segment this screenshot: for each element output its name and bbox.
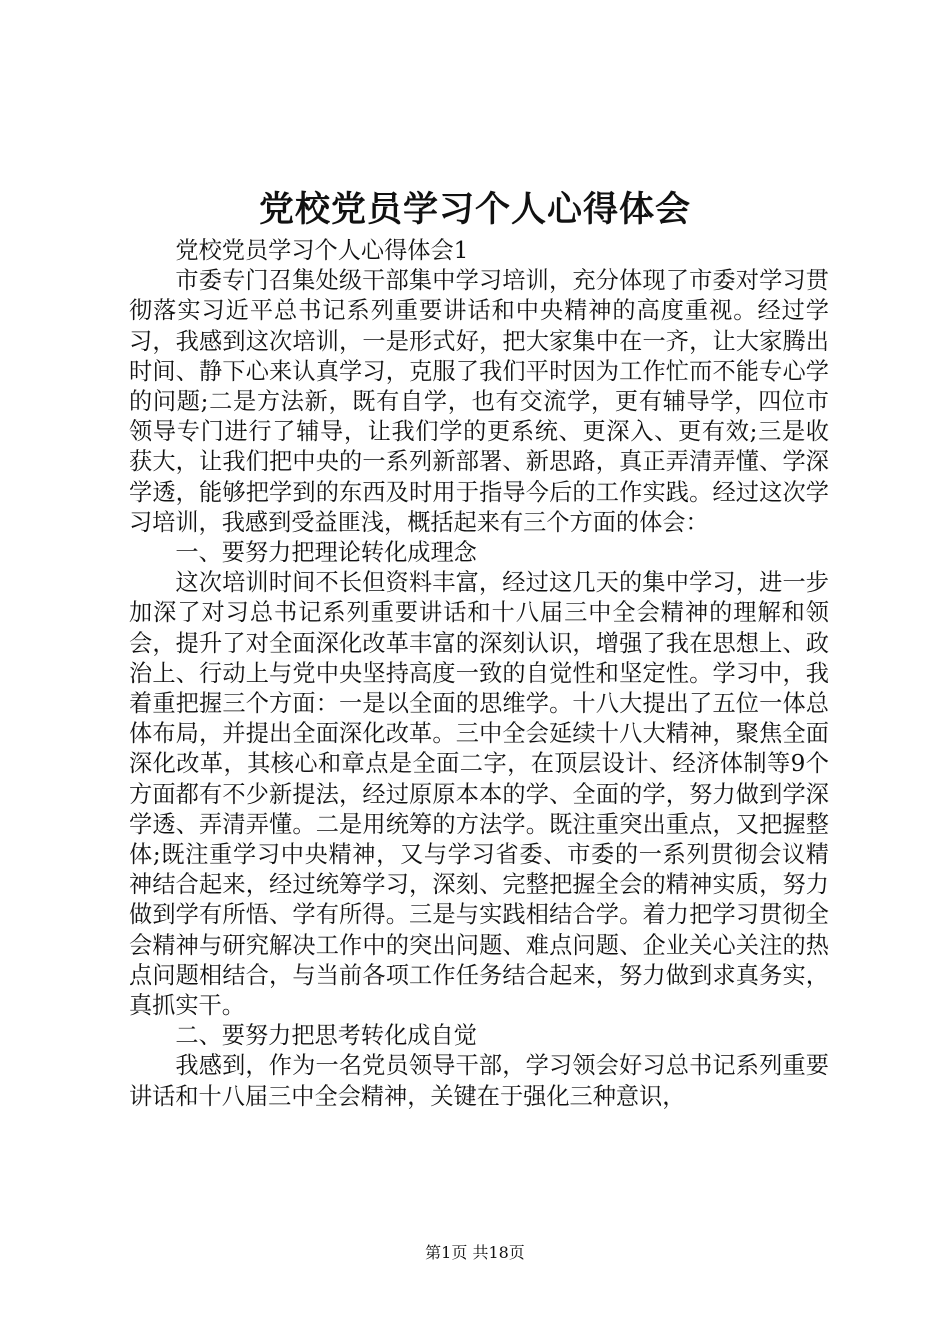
- page-footer: 第1页 共18页: [425, 1243, 525, 1262]
- body-paragraph: 市委专门召集处级干部集中学习培训，充分体现了市委对学习贯彻落实习近平总书记系列重要讲话和中央精神的高度重视。经过学习，我感到这次培训，一是形式好，把大家集中在一齐，让大家腾出时间、静下心来认真学习，克服了我们平时因为工作忙而不能专心学的问题;二是方法新，既有自学，也有交流学，更有辅导学，四位市领导专门进行了辅导，让我们学的更系统、更深入、更有效;三是收获大，让我们把中央的一系列新部署、新思路，真正弄清弄懂、学深学透，能够把学到的东西及时用于指导今后的工作实践。经过这次学习培训，我感到受益匪浅，概括起来有三个方面的体会：: [129, 267, 829, 536]
- document-body: [129, 236, 829, 1112]
- body-paragraph: 我感到，作为一名党员领导干部，学习领会好习总书记系列重要讲话和十八届三中全会精神，关键在于强化三种意识，: [129, 1052, 829, 1110]
- body-paragraph: 这次培训时间不长但资料丰富，经过这几天的集中学习，进一步加深了对习总书记系列重要讲话和十八届三中全会精神的理解和领会，提升了对全面深化改革丰富的深刻认识，增强了我在思想上、政治上、行动上与党中央坚持高度一致的自觉性和坚定性。学习中，我着重把握三个方面：一是以全面的思维学。十八大提出了五位一体总体布局，并提出全面深化改革。三中全会延续十八大精神，聚焦全面深化改革，其核心和章点是全面二字，在顶层设计、经济体制等9个方面都有不少新提法，经过原原本本的学、全面的学，努力做到学深学透、弄清弄懂。二是用统筹的方法学。既注重突出重点，又把握整体;既注重学习中央精神，又与学习省委、市委的一系列贯彻会议精神结合起来，经过统筹学习，深刻、完整把握全会的精神实质，努力做到学有所悟、学有所得。三是与实践相结合学。着力把学习贯彻全会精神与研究解决工作中的突出问题、难点问题、企业关心关注的热点问题相结合，与当前各项工作任务结合起来，努力做到求真务实，真抓实干。: [129, 569, 829, 1020]
- section-heading: 二、要努力把思考转化成自觉: [175, 1022, 477, 1050]
- section-heading: 党校党员学习个人心得体会1: [175, 237, 469, 264]
- document-title: 党校党员学习个人心得体会: [258, 189, 691, 230]
- section-heading: 一、要努力把理论转化成理念: [175, 539, 477, 567]
